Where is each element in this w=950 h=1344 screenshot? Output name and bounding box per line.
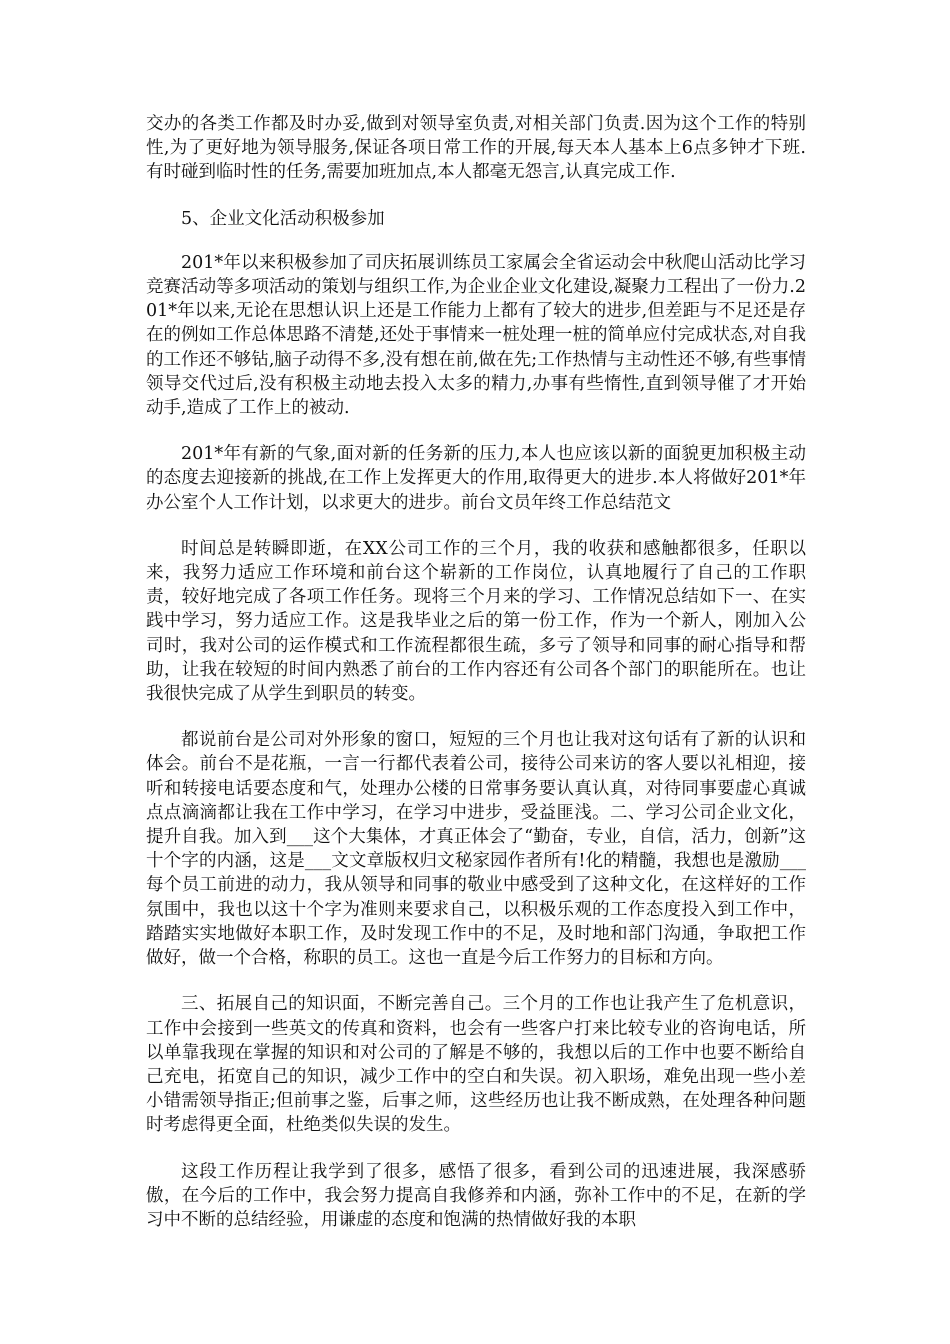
paragraph-three-months: 时间总是转瞬即逝，在XX公司工作的三个月，我的收获和感触都很多，任职以来，我努力适应工作环境和前台这个崭新的工作岗位，认真地履行了自己的工作职责，较好地完成了各项工作任务。现将三个月来的学习、工作情况总结如下一、在实践中学习，努力适应工作。这是我毕业之后的第一份工作，作为一个新人，刚加入公司时，我对公司的运作模式和工作流程都很生疏，多亏了领导和同事的耐心指导和帮助，让我在较短的时间内熟悉了前台的工作内容还有公司各个部门的职能所在。也让我很快完成了从学生到职员的转变。 [146, 538, 806, 705]
paragraph-continuation: 交办的各类工作都及时办妥,做到对领导室负责,对相关部门负责.因为这个工作的特别性,为了更好地为领导服务,保证各项日常工作的开展,每天本人基本上6点多钟才下班.有时碰到临时性的任务,需要加班加点,本人都毫无怨言,认真完成工作. [146, 114, 806, 183]
paragraph-new-year-plan: 201*年有新的气象,面对新的任务新的压力,本人也应该以新的面貌更加积极主动的态度去迎接新的挑战,在工作上发挥更大的作用,取得更大的进步.本人将做好201*年办公室个人工作计划，以求更大的进步。前台文员年终工作总结范文 [146, 444, 806, 513]
paragraph-front-desk-image: 都说前台是公司对外形象的窗口，短短的三个月也让我对这句话有了新的认识和体会。前台不是花瓶，一言一行都代表着公司，接待公司来访的客人要以礼相迎，接听和转接电话要态度和气，处理办公楼的日常事务要认真认真，对待同事要虚心真诚点点滴滴都让我在工作中学习，在学习中进步，受益匪浅。二、学习公司企业文化，提升自我。加入到___这个大集体，才真正体会了“勤奋，专业，自信，活力，创新”这十个字的内涵，这是___文文章版权归文秘家园作者所有!化的精髓，我想也是激励___每个员工前进的动力，我从领导和同事的敬业中感受到了这种文化，在这样好的工作氛围中，我也以这十个字为准则来要求自己，以积极乐观的工作态度投入到工作中，踏踏实实地做好本职工作，及时发现工作中的不足，及时地和部门沟通，争取把工作做好，做一个合格，称职的员工。这也一直是今后工作努力的目标和方向。 [146, 730, 806, 969]
document-page [146, 112, 806, 1254]
paragraph-expand-knowledge: 三、拓展自己的知识面，不断完善自己。三个月的工作也让我产生了危机意识，工作中会接到一些英文的传真和资料，也会有一些客户打来比较专业的咨询电话，所以单靠我现在掌握的知识和对公司的了解是不够的，我想以后的工作中也要不断给自己充电，拓宽自己的知识，减少工作中的空白和失误。初入职场，难免出现一些小差小错需领导指正;但前事之鉴，后事之师，这些经历也让我不断成熟，在处理各种问题时考虑得更全面，杜绝类似失误的发生。 [146, 994, 806, 1136]
section-heading-culture-activities: 5、企业文化活动积极参加 [181, 208, 385, 229]
paragraph-conclusion: 这段工作历程让我学到了很多，感悟了很多，看到公司的迅速进展，我深感骄傲，在今后的工作中，我会努力提高自我修养和内涵，弥补工作中的不足，在新的学习中不断的总结经验，用谦虚的态度和饱满的热情做好我的本职 [146, 1161, 806, 1230]
paragraph-activities-summary: 201*年以来积极参加了司庆拓展训练员工家属会全省运动会中秋爬山活动比学习竞赛活动等多项活动的策划与组织工作,为企业企业文化建设,凝聚力工程出了一份力.201*年以来,无论在思想认识上还是工作能力上都有了较大的进步,但差距与不足还是存在的例如工作总体思路不清楚,还处于事情来一桩处理一桩的简单应付完成状态,对自我的工作还不够钻,脑子动得不多,没有想在前,做在先;工作热情与主动性还不够,有些事情领导交代过后,没有积极主动地去投入太多的精力,办事有些惰性,直到领导催了才开始动手,造成了工作上的被动. [146, 252, 806, 419]
